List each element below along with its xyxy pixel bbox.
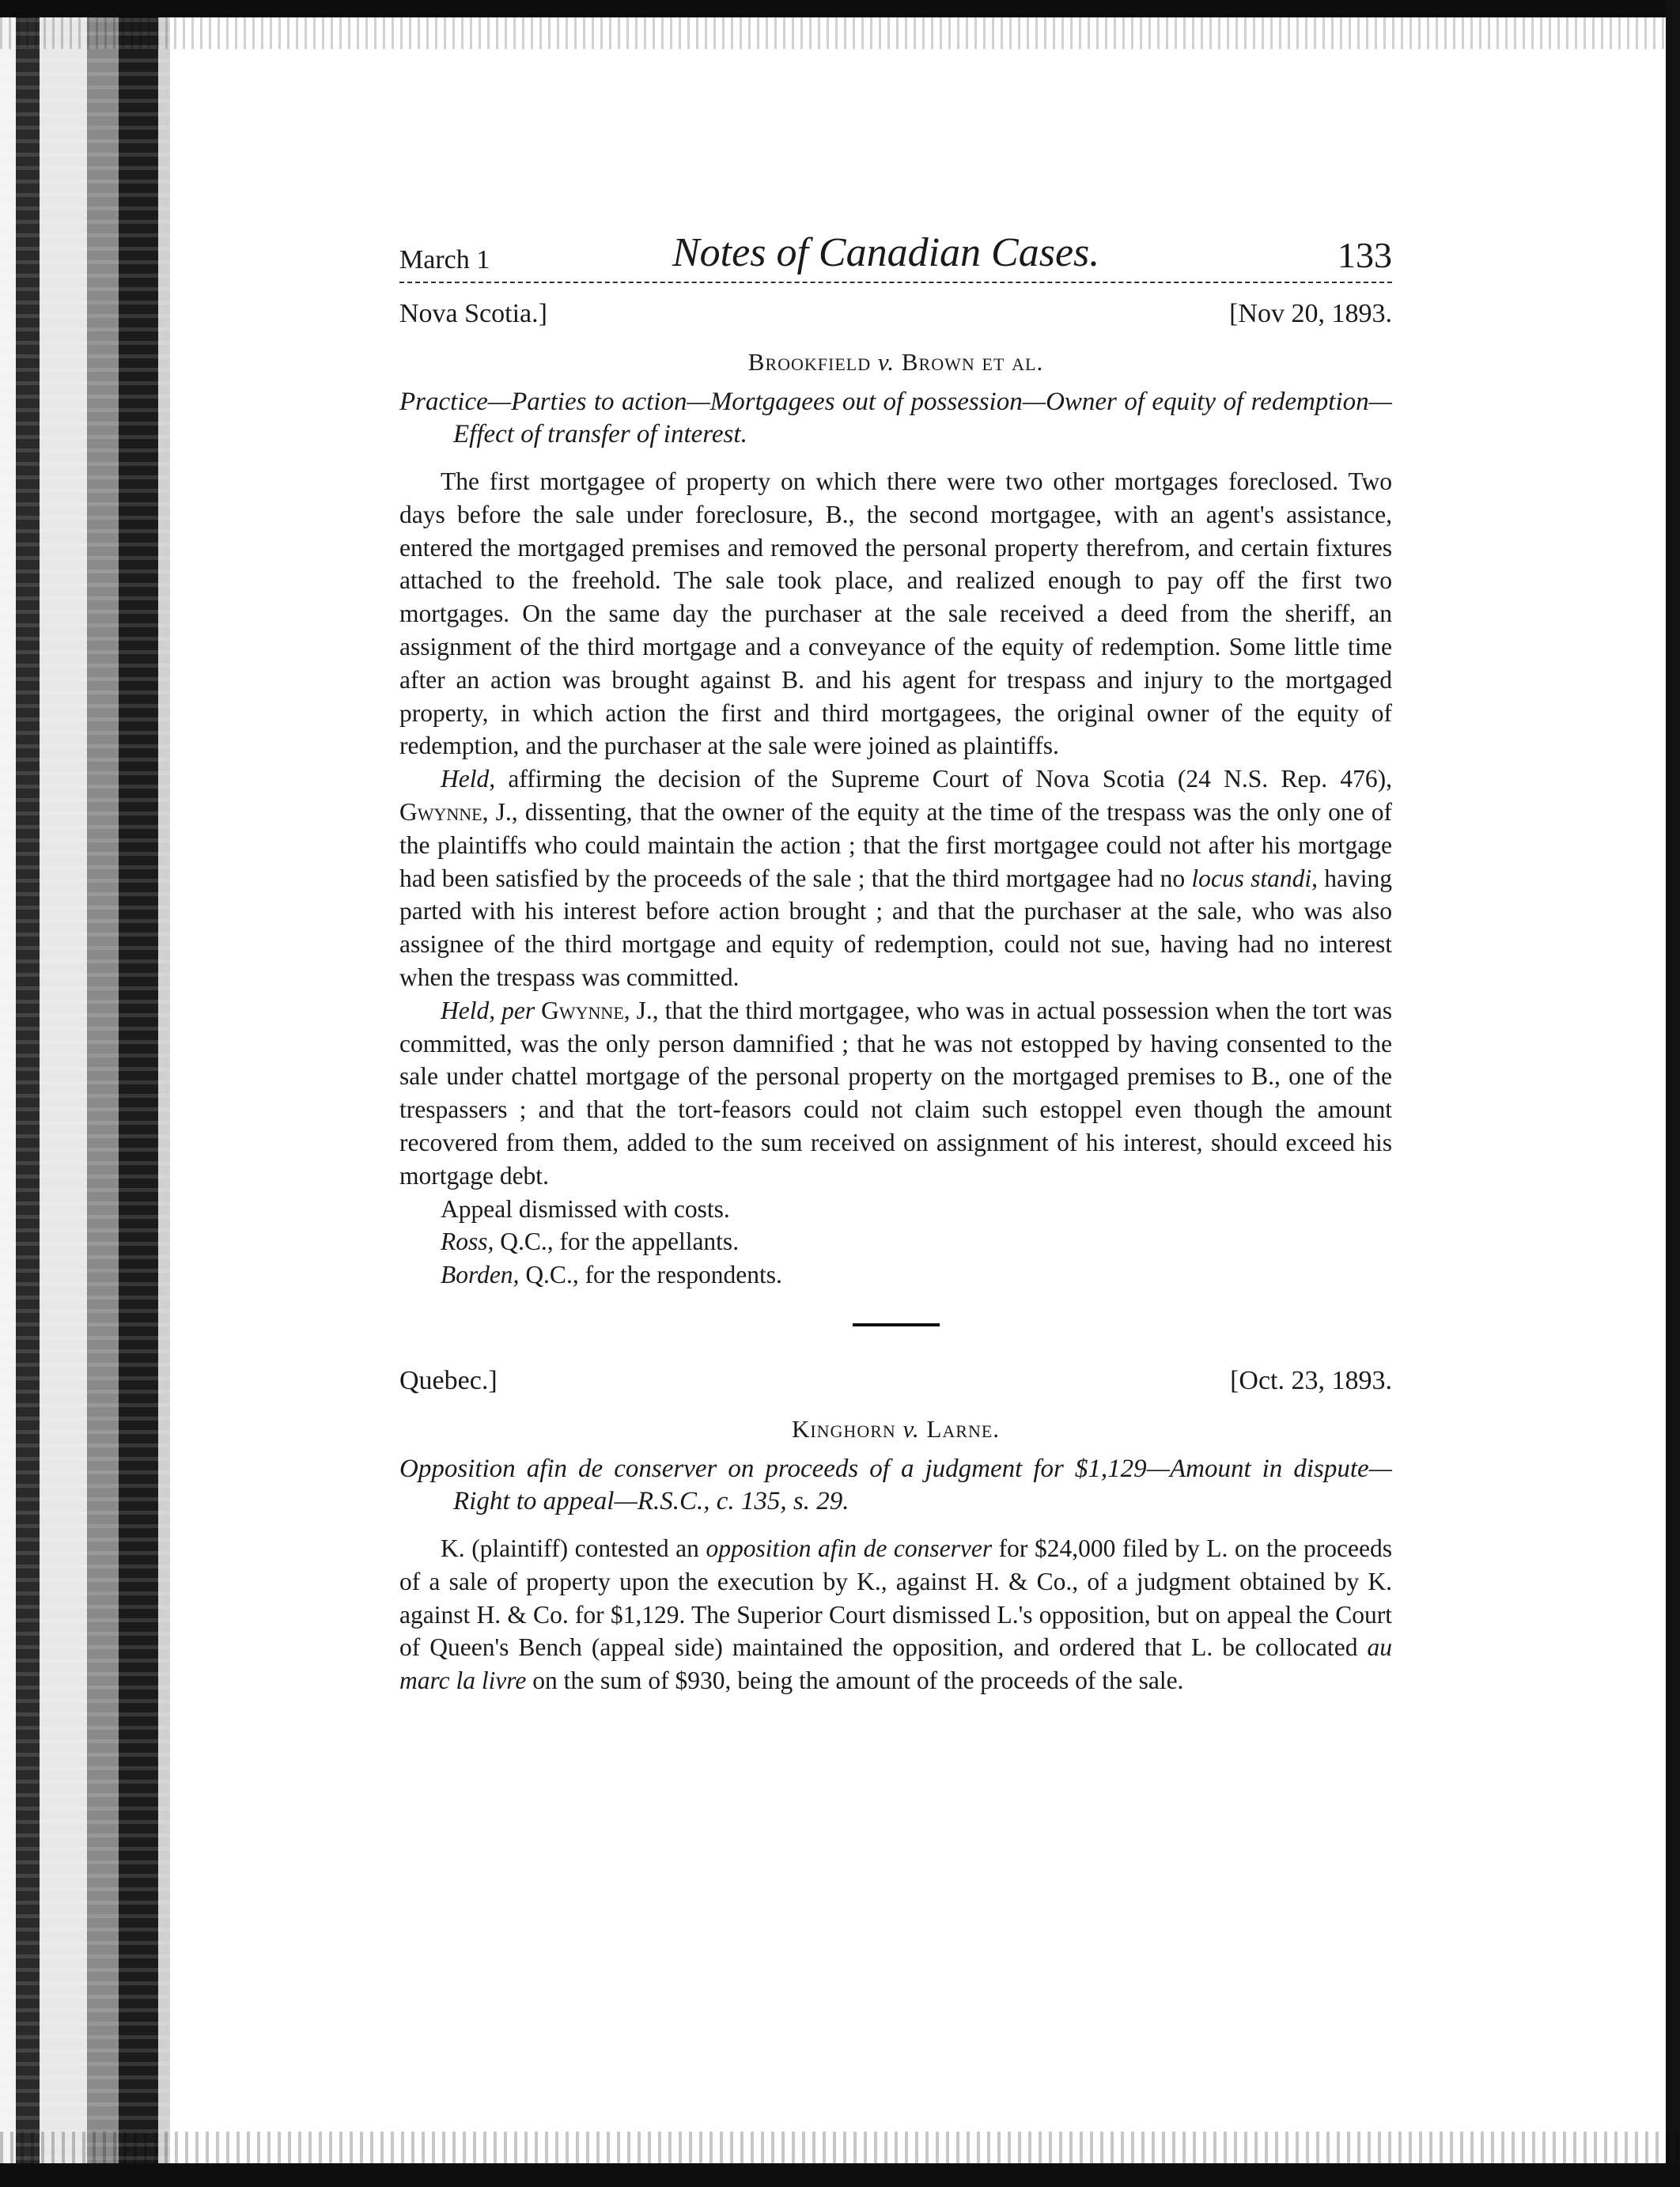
case1-court: Nova Scotia.] [399, 299, 547, 328]
case2-party2: Larne. [926, 1414, 1001, 1443]
case2-versus: v. [902, 1414, 920, 1443]
case1-disposition: Appeal dismissed with costs. [441, 1194, 730, 1223]
case1-counsel-appellants: Ross, Q.C., for the appellants. [441, 1228, 740, 1256]
judge-name: Gwynne, J. [541, 996, 653, 1024]
page-number: 133 [1338, 235, 1392, 275]
case2-title [399, 1415, 1392, 1443]
legal-term: opposition afin de conserver [706, 1534, 993, 1562]
case1-held-dissent: Held, per Gwynne, J., that the third mortgagee, who was in actual possession when the tort was committed, was the only person damnified ; that he was not estopped by having consented to the sale under chattel mortgage of the personal property on the mortgaged premises to B., one of the trespassers ; and that the tort-feasors could not claim such estoppel even though the amount recovered from them, added to the sum received on assignment of his interest, should exceed his mortgage debt. [399, 996, 1393, 1190]
case-separator [853, 1323, 940, 1326]
running-head-date: March 1 [399, 245, 490, 274]
latin-term: locus standi [1191, 864, 1312, 892]
case1-counsel-respondents: Borden, Q.C., for the respondents. [441, 1261, 782, 1289]
legal-term: au marc la livre [399, 1633, 1392, 1695]
running-head-title: Notes of Canadian Cases. [672, 230, 1100, 275]
case1-versus: v. [877, 348, 895, 376]
case2-headnote: Opposition afin de conserver on proceeds of a judgment for $1,129—Amount in dispute—Right to appeal—R.S.C., c. 135, s. 29. [399, 1454, 1392, 1515]
header-rule [399, 282, 1392, 283]
scan-noise-top [0, 17, 1680, 49]
book-spine-edge [0, 0, 170, 2187]
book-page [399, 229, 1392, 1697]
case1-date: [Nov 20, 1893. [1229, 299, 1392, 328]
scan-noise-bottom [0, 2132, 1680, 2163]
case1-header [399, 299, 1392, 340]
case2-facts: K. (plaintiff) contested an opposition afin de conserver for $24,000 filed by L. on the proceeds of a sale of property upon the execution by K., against H. & Co., of a judgment obtained by K. against H. & Co. for $1,129. The Superior Court dismissed L.'s opposition, but on appeal the Court of Queen's Bench (appeal side) maintained the opposition, and ordered that L. be collocated au marc la livre on the sum of $930, being the amount of the proceeds of the sale. [399, 1534, 1392, 1695]
case1-held-majority: Held, affirming the decision of the Supreme Court of Nova Scotia (24 N.S. Rep. 476), Gwynne, J., dissenting, that the owner of the equity at the time of the trespass was the only one of the plaintiffs who could maintain the action ; that the first mortgagee could not after his mortgage had been satisfied by the proceeds of the sale ; that the third mortgagee had no locus standi, having parted with his interest before action brought ; and that the purchaser at the sale, who was also assignee of the third mortgage and equity of redemption, could not sue, having had no interest when the trespass was committed. [399, 765, 1393, 991]
judge-name: Gwynne, J. [399, 797, 512, 826]
case2-date: [Oct. 23, 1893. [1230, 1365, 1392, 1395]
case1-facts: The first mortgagee of property on which there were two other mortgages foreclosed. Two days before the sale under foreclosure, B., the second mortgagee, with an agent's assistance, entered the mortgaged premises and removed the personal property therefrom, and certain fixtures attached to the freehold. The sale took place, and realized enough to pay off the first two mortgages. On the same day the purchaser at the sale received a deed from the sheriff, an assignment of the third mortgage and a conveyance of the equity of redemption. Some little time after an action was brought against B. and his agent for trespass and injury to the mortgaged property, in which action the first and third mortgagees, the original owner of the equity of redemption, and the purchaser at the sale were joined as plaintiffs. [399, 467, 1392, 760]
held-per-label: Held, per [441, 996, 535, 1024]
case1-party2: Brown et al. [901, 348, 1044, 376]
scan-edge-right [1666, 0, 1680, 2187]
scan-edge-top [0, 0, 1680, 17]
scan-edge-bottom [0, 2163, 1680, 2187]
case2-party1: Kinghorn [791, 1414, 896, 1443]
case2-header [399, 1366, 1392, 1407]
case1-headnote: Practice—Parties to action—Mortgagees out of possession—Owner of equity of redemption—Effect of transfer of interest. [399, 388, 1392, 448]
held-label: Held, [441, 765, 496, 793]
case2-court: Quebec.] [399, 1365, 498, 1395]
running-head [399, 229, 1392, 280]
case1-title [399, 348, 1392, 376]
case1-party1: Brookfield [747, 348, 872, 376]
